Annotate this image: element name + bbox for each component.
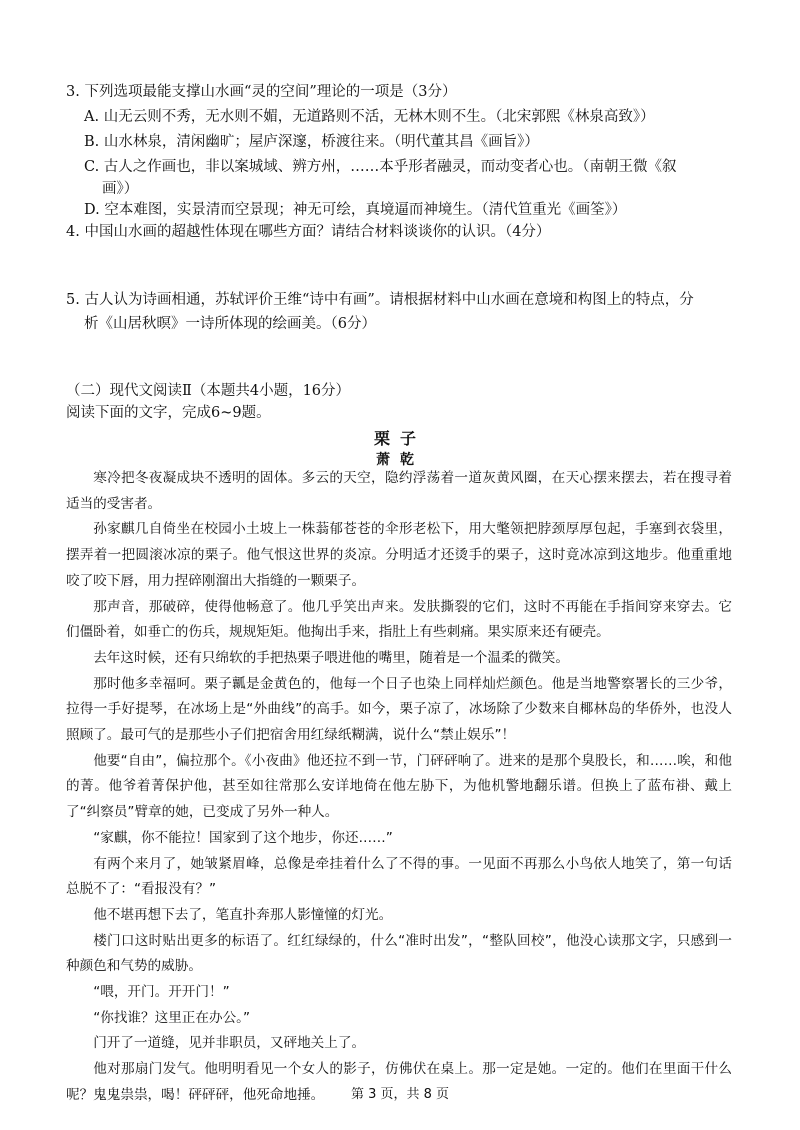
paragraph: 寒冷把冬夜凝成块不透明的固体。多云的天空，隐约浮荡着一道灰黄风圈，在天心摆来摆去，若在搜寻着适当的受害者。 [66, 470, 732, 512]
question-3-stem: 3. 下列选项最能支撑山水画“灵的空间”理论的一项是（3分） [66, 84, 457, 100]
paragraph: 他对那扇门发气。他明明看见一个女人的影子，仿佛伏在桌上。那一定是她。一定的。他们在里面干什么呢？鬼鬼祟祟，喝！砰砰砰，他死命地捶。 [66, 1061, 732, 1103]
question-3-option-b: B. 山水林泉，清闲幽旷；屋庐深邃，桥渡往来。（明代董其昌《画旨》） [84, 134, 539, 150]
passage-author: 萧乾 [376, 452, 424, 468]
paragraph: 孙家麒几自倚坐在校园小土坡上一株蓊郁苍苍的伞形老松下，用大氅领把脖颈厚厚包起，手塞到衣袋里，摆弄着一把圆滚冰凉的栗子。他气恨这世界的炎凉。分明适才还烫手的栗子，这时竟冰凉到这地步。他重重地咬了咬下唇，用力捏碎刚溜出大指缝的一颗栗子。 [66, 521, 732, 589]
question-5-line-2: 析《山居秋暝》一诗所体现的绘画美。（6分） [84, 316, 376, 332]
paragraph: 有两个来月了，她皱紧眉峰，总像是牵挂着什么了不得的事。一见面不再那么小鸟依人地笑了，第一句话总脱不了：“看报没有？” [66, 855, 732, 898]
paragraph: 那声音，那破碎，使得他畅意了。他几乎笑出声来。发肤撕裂的它们，这时不再能在手指间穿来穿去。它们僵卧着，如垂亡的伤兵，规规矩矩。他掏出手来，指肚上有些刺痛。果实原来还有硬壳。 [66, 598, 732, 641]
section-instruction: 阅读下面的文字，完成6~9题。 [66, 405, 271, 421]
paragraph: 门开了一道缝，见并非职员，又砰地关上了。 [93, 1035, 366, 1052]
paragraph: “你找谁？这里正在办公。” [93, 1009, 251, 1026]
question-3-option-a: A. 山无云则不秀，无水则不媚，无道路则不活，无林木则不生。（北宋郭熙《林泉高致》） [84, 109, 655, 125]
paragraph: 他不堪再想下去了，笔直扑奔那人影憧憧的灯光。 [93, 906, 393, 923]
passage-body [66, 466, 732, 1109]
page-footer: 第 3 页，共 8 页 [350, 1087, 450, 1102]
question-4: 4. 中国山水画的超越性体现在哪些方面？请结合材料谈谈你的认识。（4分） [66, 224, 551, 240]
question-3-option-c-cont: 画》） [102, 181, 139, 197]
question-3-option-d: D. 空本难图，实景清而空景现；神无可绘，真境逼而神境生。（清代笪重光《画筌》） [84, 202, 627, 218]
paragraph: 楼门口这时贴出更多的标语了。红红绿绿的，什么“准时出发”，“整队回校”，他没心读那文字，只感到一种颜色和气势的威胁。 [66, 932, 732, 975]
paragraph: 他要“自由”，偏拉那个。《小夜曲》他还拉不到一节，门砰砰响了。进来的是那个臭股长，和……唉，和他的菁。他爷着菁保护他，甚至如往常那么安详地倚在他左胁下，为他机警地翻乐谱。但换上了蓝布褂、戴上了“纠察员”臂章的她，已变成了另外一种人。 [66, 752, 732, 821]
passage-title: 栗子 [373, 429, 426, 448]
paragraph: “喂，开门。开开门！” [93, 984, 230, 1001]
paragraph: 去年这时候，还有只绵软的手把热栗子喂进他的嘴里，随着是一个温柔的微笑。 [93, 649, 569, 666]
section-heading: （二）现代文阅读Ⅱ（本题共4小题，16分） [66, 383, 351, 399]
question-5-line-1: 5. 古人认为诗画相通，苏轼评价王维“诗中有画”。请根据材料中山水画在意境和构图上的特点，分 [66, 292, 694, 308]
paragraph: “家麒，你不能拉！国家到了这个地步，你还……” [93, 829, 393, 846]
question-3-option-c: C. 古人之作画也，非以案城域、辨方州，……本乎形者融灵，而动变者心也。（南朝王微《叙 [84, 159, 677, 175]
paragraph: 那时他多幸福呵。栗子瓤是金黄色的，他每一个日子也染上同样灿烂颜色。他是当地警察署长的三少爷，拉得一手好提琴，在冰场上是“外曲线”的高手。如今，栗子凉了，冰场除了少数来自椰林岛的华侨外，也没人照顾了。最可气的是那些小子们把宿舍用红绿纸糊满，说什么“禁止娱乐”！ [66, 675, 732, 744]
